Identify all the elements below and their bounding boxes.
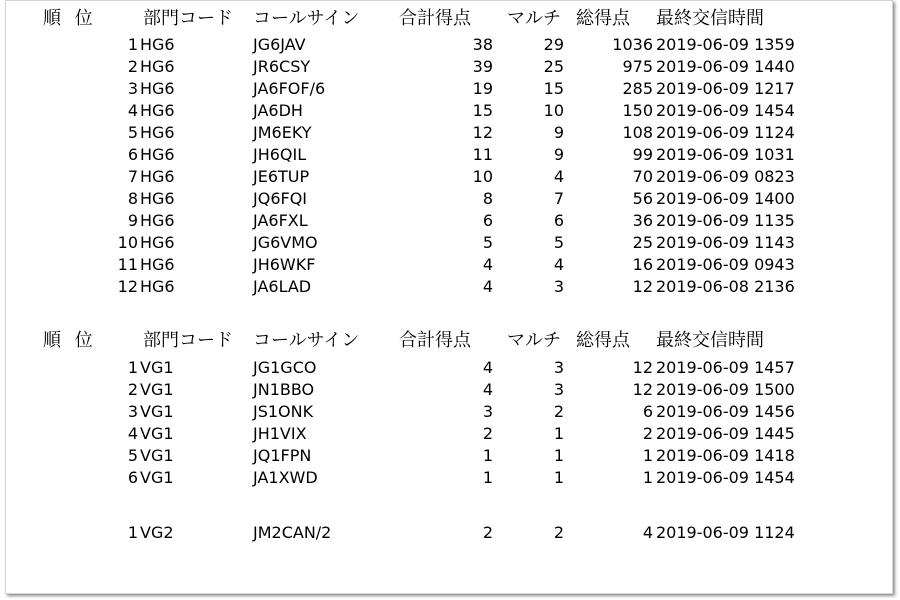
score-cell: 36 — [632, 211, 653, 230]
header-score: 総得点 — [576, 8, 630, 29]
last-qso-time-cell: 2019-06-09 1418 — [656, 446, 795, 465]
table-row — [6, 232, 892, 254]
table-row — [6, 56, 892, 78]
total-points-cell: 4 — [482, 255, 493, 274]
callsign-cell: JA6FOF/6 — [253, 79, 326, 98]
score-cell: 70 — [632, 167, 653, 186]
callsign-cell: JR6CSY — [253, 57, 311, 76]
division-code-cell: HG6 — [140, 79, 175, 98]
multiplier-cell: 7 — [553, 189, 564, 208]
score-cell: 12 — [632, 380, 653, 399]
total-points-cell: 5 — [482, 233, 493, 252]
callsign-cell: JH6QIL — [253, 145, 307, 164]
last-qso-time-cell: 2019-06-09 1124 — [656, 523, 795, 542]
table-row — [6, 276, 892, 298]
score-cell: 150 — [622, 101, 653, 120]
rank-cell: 6 — [127, 468, 138, 487]
header-multiplier: マルチ — [507, 330, 561, 351]
total-points-cell: 6 — [482, 211, 493, 230]
multiplier-cell: 3 — [553, 358, 564, 377]
table-row — [6, 210, 892, 232]
multiplier-cell: 9 — [553, 123, 564, 142]
total-points-cell: 15 — [472, 101, 493, 120]
division-code-cell: VG1 — [140, 424, 174, 443]
total-points-cell: 39 — [472, 57, 493, 76]
total-points-cell: 10 — [472, 167, 493, 186]
last-qso-time-cell: 2019-06-09 1031 — [656, 145, 795, 164]
table-row — [6, 522, 892, 544]
last-qso-time-cell: 2019-06-09 1454 — [656, 101, 795, 120]
callsign-cell: JN1BBO — [253, 380, 315, 399]
header-division-code: 部門コード — [143, 330, 233, 351]
multiplier-cell: 1 — [553, 468, 564, 487]
multiplier-cell: 1 — [553, 446, 564, 465]
multiplier-cell: 3 — [553, 277, 564, 296]
callsign-cell: JG1GCO — [253, 358, 317, 377]
header-total-points: 合計得点 — [399, 330, 471, 351]
total-points-cell: 1 — [482, 446, 493, 465]
division-code-cell: HG6 — [140, 255, 175, 274]
callsign-cell: JE6TUP — [253, 167, 310, 186]
total-points-cell: 8 — [482, 189, 493, 208]
division-code-cell: HG6 — [140, 211, 175, 230]
multiplier-cell: 4 — [553, 255, 564, 274]
division-code-cell: HG6 — [140, 277, 175, 296]
total-points-cell: 19 — [472, 79, 493, 98]
table-row — [6, 379, 892, 401]
score-cell: 1 — [642, 468, 653, 487]
table-header-2 — [6, 330, 892, 352]
callsign-cell: JQ6FQI — [253, 189, 308, 208]
score-cell: 12 — [632, 358, 653, 377]
callsign-cell: JG6VMO — [253, 233, 318, 252]
division-code-cell: HG6 — [140, 189, 175, 208]
last-qso-time-cell: 2019-06-09 0943 — [656, 255, 795, 274]
last-qso-time-cell: 2019-06-09 1217 — [656, 79, 795, 98]
table-row — [6, 166, 892, 188]
rank-cell: 3 — [127, 79, 138, 98]
score-cell: 56 — [632, 189, 653, 208]
division-code-cell: VG2 — [140, 523, 174, 542]
header-multiplier: マルチ — [507, 8, 561, 29]
score-cell: 16 — [632, 255, 653, 274]
last-qso-time-cell: 2019-06-09 1456 — [656, 402, 795, 421]
last-qso-time-cell: 2019-06-09 0823 — [656, 167, 795, 186]
rank-cell: 3 — [127, 402, 138, 421]
last-qso-time-cell: 2019-06-09 1500 — [656, 380, 795, 399]
last-qso-time-cell: 2019-06-09 1440 — [656, 57, 795, 76]
callsign-cell: JM6EKY — [253, 123, 312, 142]
total-points-cell: 1 — [482, 468, 493, 487]
division-code-cell: VG1 — [140, 468, 174, 487]
last-qso-time-cell: 2019-06-09 1143 — [656, 233, 795, 252]
last-qso-time-cell: 2019-06-09 1124 — [656, 123, 795, 142]
total-points-cell: 11 — [472, 145, 493, 164]
total-points-cell: 2 — [482, 424, 493, 443]
rank-cell: 1 — [127, 358, 138, 377]
score-cell: 1036 — [612, 35, 653, 54]
division-code-cell: HG6 — [140, 101, 175, 120]
rank-cell: 7 — [127, 167, 138, 186]
multiplier-cell: 2 — [553, 523, 564, 542]
header-total-points: 合計得点 — [399, 8, 471, 29]
callsign-cell: JQ1FPN — [253, 446, 312, 465]
rank-cell: 2 — [127, 57, 138, 76]
multiplier-cell: 1 — [553, 424, 564, 443]
multiplier-cell: 3 — [553, 380, 564, 399]
multiplier-cell: 5 — [553, 233, 564, 252]
table-row — [6, 445, 892, 467]
rank-cell: 12 — [117, 277, 138, 296]
total-points-cell: 12 — [472, 123, 493, 142]
multiplier-cell: 2 — [553, 402, 564, 421]
header-rank: 順 位 — [43, 8, 97, 29]
division-code-cell: HG6 — [140, 57, 175, 76]
rank-cell: 4 — [127, 101, 138, 120]
last-qso-time-cell: 2019-06-09 1454 — [656, 468, 795, 487]
table-row — [6, 188, 892, 210]
rank-cell: 4 — [127, 424, 138, 443]
total-points-cell: 4 — [482, 358, 493, 377]
score-cell: 1 — [642, 446, 653, 465]
score-cell: 4 — [642, 523, 653, 542]
total-points-cell: 3 — [482, 402, 493, 421]
division-code-cell: HG6 — [140, 145, 175, 164]
callsign-cell: JS1ONK — [253, 402, 314, 421]
table-row — [6, 401, 892, 423]
last-qso-time-cell: 2019-06-09 1359 — [656, 35, 795, 54]
rank-cell: 9 — [127, 211, 138, 230]
last-qso-time-cell: 2019-06-09 1445 — [656, 424, 795, 443]
score-cell: 285 — [622, 79, 653, 98]
callsign-cell: JH1VIX — [253, 424, 307, 443]
rank-cell: 10 — [117, 233, 138, 252]
total-points-cell: 4 — [482, 277, 493, 296]
table-row — [6, 144, 892, 166]
table-row — [6, 254, 892, 276]
multiplier-cell: 10 — [543, 101, 564, 120]
score-cell: 6 — [642, 402, 653, 421]
last-qso-time-cell: 2019-06-08 2136 — [656, 277, 795, 296]
rank-cell: 5 — [127, 446, 138, 465]
callsign-cell: JA6LAD — [253, 277, 312, 296]
score-cell: 108 — [622, 123, 653, 142]
rank-cell: 2 — [127, 380, 138, 399]
rank-cell: 1 — [127, 523, 138, 542]
last-qso-time-cell: 2019-06-09 1135 — [656, 211, 795, 230]
score-cell: 975 — [622, 57, 653, 76]
rank-cell: 1 — [127, 35, 138, 54]
last-qso-time-cell: 2019-06-09 1457 — [656, 358, 795, 377]
total-points-cell: 4 — [482, 380, 493, 399]
header-last-qso-time: 最終交信時間 — [656, 330, 764, 351]
table-row — [6, 122, 892, 144]
rank-cell: 5 — [127, 123, 138, 142]
total-points-cell: 2 — [482, 523, 493, 542]
table-row — [6, 100, 892, 122]
callsign-cell: JA6FXL — [253, 211, 308, 230]
callsign-cell: JA6DH — [253, 101, 303, 120]
multiplier-cell: 4 — [553, 167, 564, 186]
division-code-cell: VG1 — [140, 358, 174, 377]
callsign-cell: JH6WKF — [253, 255, 316, 274]
multiplier-cell: 29 — [543, 35, 564, 54]
table-row — [6, 357, 892, 379]
header-division-code: 部門コード — [143, 8, 233, 29]
results-panel — [5, 0, 893, 594]
division-code-cell: HG6 — [140, 233, 175, 252]
score-cell: 99 — [632, 145, 653, 164]
callsign-cell: JM2CAN/2 — [253, 523, 332, 542]
division-code-cell: HG6 — [140, 35, 175, 54]
multiplier-cell: 9 — [553, 145, 564, 164]
table-row — [6, 467, 892, 489]
multiplier-cell: 15 — [543, 79, 564, 98]
multiplier-cell: 6 — [553, 211, 564, 230]
total-points-cell: 38 — [472, 35, 493, 54]
header-rank: 順 位 — [43, 330, 97, 351]
table-row — [6, 423, 892, 445]
division-code-cell: VG1 — [140, 446, 174, 465]
table-row — [6, 34, 892, 56]
header-callsign: コールサイン — [253, 330, 360, 351]
header-score: 総得点 — [576, 330, 630, 351]
callsign-cell: JG6JAV — [253, 35, 306, 54]
rank-cell: 11 — [117, 255, 138, 274]
table-row — [6, 78, 892, 100]
table-header-1 — [6, 8, 892, 30]
division-code-cell: VG1 — [140, 402, 174, 421]
division-code-cell: HG6 — [140, 167, 175, 186]
rank-cell: 6 — [127, 145, 138, 164]
multiplier-cell: 25 — [543, 57, 564, 76]
rank-cell: 8 — [127, 189, 138, 208]
division-code-cell: HG6 — [140, 123, 175, 142]
division-code-cell: VG1 — [140, 380, 174, 399]
header-last-qso-time: 最終交信時間 — [656, 8, 764, 29]
score-cell: 12 — [632, 277, 653, 296]
header-callsign: コールサイン — [253, 8, 360, 29]
score-cell: 2 — [642, 424, 653, 443]
last-qso-time-cell: 2019-06-09 1400 — [656, 189, 795, 208]
score-cell: 25 — [632, 233, 653, 252]
callsign-cell: JA1XWD — [253, 468, 318, 487]
